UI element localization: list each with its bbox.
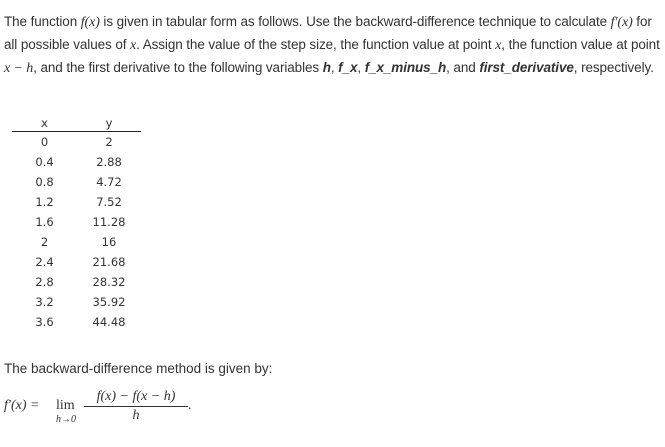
cell-y: 4.72 — [96, 175, 122, 189]
prompt-separator: , — [357, 60, 365, 75]
table-row — [12, 212, 141, 232]
formula-numerator: f(x) − f(x − h) — [96, 389, 176, 404]
prompt-text: . Assign the value of the step size, the function value at point — [136, 37, 496, 52]
var-f-x-minus-h: f_x_minus_h — [364, 60, 447, 75]
cell-y: 16 — [101, 235, 117, 249]
cell-x: 3.6 — [35, 315, 54, 329]
table-row — [12, 232, 141, 252]
function-fx: f(x) — [80, 15, 100, 30]
prompt-text: for all possible values of — [4, 14, 652, 52]
var-first-derivative: first_derivative — [479, 60, 574, 75]
cell-x: 1.6 — [35, 215, 54, 229]
cell-y: 35.92 — [92, 295, 126, 309]
variable-x: x — [495, 38, 502, 53]
formula-fraction — [84, 388, 188, 425]
table-row — [12, 172, 141, 192]
cell-x: 1.2 — [35, 195, 54, 209]
table-row — [12, 272, 141, 292]
prompt-text: The function — [4, 14, 81, 29]
cell-x: 0 — [40, 135, 49, 149]
prompt-separator: , and — [446, 60, 480, 75]
cell-x: 2 — [40, 235, 49, 249]
cell-x: 3.2 — [35, 295, 54, 309]
problem-statement — [4, 11, 660, 80]
prompt-text: , the function value at point — [501, 37, 660, 52]
derivative-fprime-x: f′(x) — [610, 15, 633, 30]
cell-y: 2.88 — [96, 155, 122, 169]
formula-limit: lim — [56, 398, 75, 413]
cell-y: 21.68 — [92, 255, 126, 269]
table-row — [12, 292, 141, 312]
data-table — [12, 116, 141, 332]
expression-x-minus-h: x − h — [4, 61, 34, 76]
prompt-text: , respectively. — [573, 60, 654, 75]
method-description: The backward-difference method is given by: — [4, 361, 273, 376]
prompt-separator: , — [330, 60, 339, 75]
cell-y: 28.32 — [92, 275, 126, 289]
table-row — [12, 192, 141, 212]
prompt-text: is given in tabular form as follows. Use the backward-difference technique to calculate — [99, 14, 611, 29]
cell-x: 0.4 — [35, 155, 54, 169]
table-row — [12, 312, 141, 332]
column-header-y: y — [77, 116, 141, 132]
formula-denominator: h — [132, 408, 140, 423]
prompt-text: , and the first derivative to the following variables — [33, 60, 323, 75]
table-row — [12, 152, 141, 172]
formula-end-period: . — [188, 398, 192, 413]
cell-x: 0.8 — [35, 175, 54, 189]
formula-limit-subscript: h→0 — [56, 414, 76, 425]
cell-y: 11.28 — [92, 215, 126, 229]
var-f-x: f_x — [338, 60, 358, 75]
cell-x: 2.4 — [35, 255, 54, 269]
cell-x: 2.8 — [35, 275, 54, 289]
variable-x: x — [130, 38, 137, 53]
column-header-x: x — [12, 116, 77, 132]
table-row — [12, 252, 141, 272]
cell-y: 2 — [105, 135, 113, 149]
var-h: h — [322, 60, 331, 75]
table-header-row — [12, 116, 141, 132]
cell-y: 7.52 — [96, 195, 122, 209]
table-row — [12, 132, 141, 153]
cell-y: 44.48 — [92, 315, 126, 329]
formula-lhs: f′(x) = — [4, 398, 40, 413]
